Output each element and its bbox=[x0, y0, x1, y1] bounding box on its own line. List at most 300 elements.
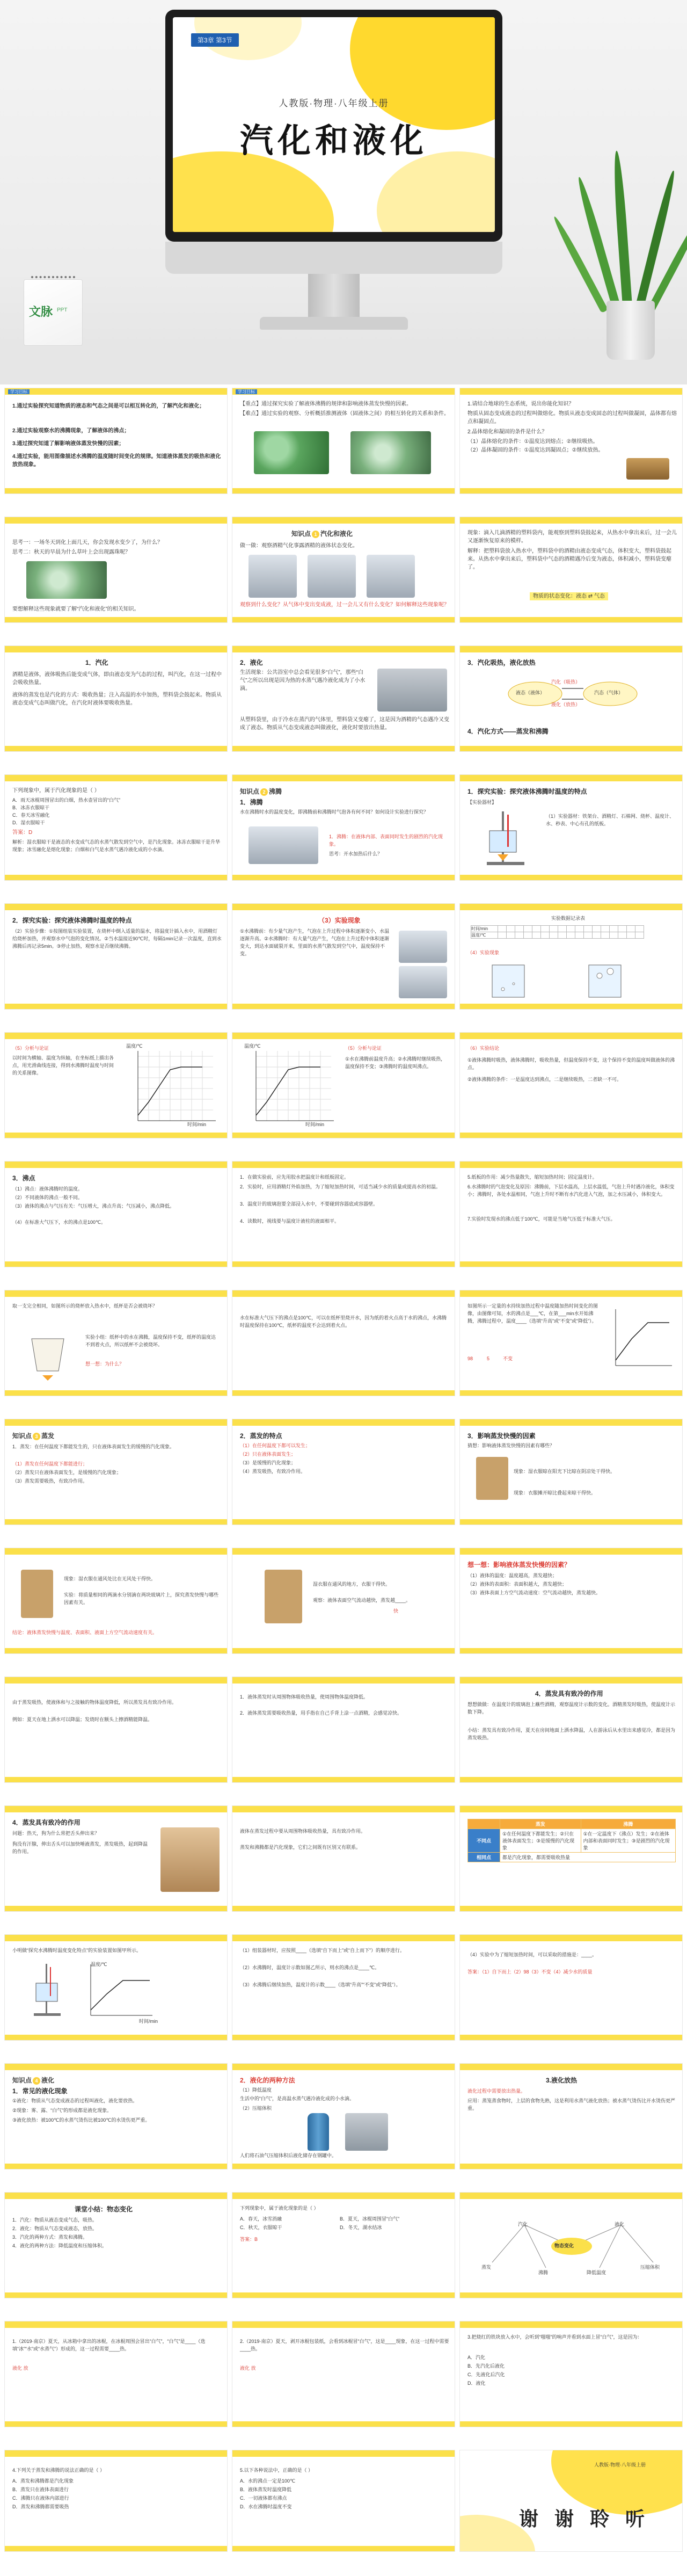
exercise-q4: （4）实验中为了缩短加热时间，可以采取的措施是：____。 bbox=[467, 1952, 597, 1957]
knowledge-point-heading bbox=[12, 1431, 54, 1440]
slide-objectives bbox=[4, 388, 228, 494]
summary-3: 3．汽化的两种方式：蒸发和沸腾。 bbox=[12, 2234, 88, 2240]
factor-observation-2: 现象：衣服摊开晾比叠起来晾干得快。 bbox=[514, 1490, 596, 1496]
explanation-text: 解释：把塑料袋放入热水中，塑料袋中的酒精由液态变成气态，体积变大，塑料袋鼓起来。从热水中拿出来后，塑料袋中气态的酒精遇冷后变为液态，体积减小，塑料袋变瘪了。 bbox=[467, 548, 671, 570]
data-table bbox=[471, 925, 644, 939]
quiz-question: 下列现象中，属于汽化现象的是（ ） bbox=[12, 788, 100, 794]
slide-paper-cup bbox=[4, 1290, 228, 1396]
top-bar bbox=[460, 2064, 682, 2070]
slide-think bbox=[4, 517, 228, 623]
heat-application: 应用：蒸笼蒸食物时，上层的食物先熟，这是利用水蒸气液化放热；被水蒸气烫伤比开水烫伤更严重。 bbox=[467, 2098, 676, 2111]
review-a3: （2）晶体凝固的条件：①温度达到凝固点；②继续放热。 bbox=[467, 447, 604, 453]
cooling-example: 例如：夏天在地上洒水可以降温；发烧时在额头上擦酒精能降温。 bbox=[12, 1717, 153, 1722]
exercise-q1: （1）组装器材时，应按照____（选填“自下而上”或“自上而下”）的顺序进行。 bbox=[240, 1948, 405, 1953]
review-q2: 2.晶体熔化和凝固的条件是什么？ bbox=[467, 429, 547, 435]
slide-heading: 1．沸腾 bbox=[240, 799, 263, 806]
mindmap-center: 物态变化 bbox=[554, 2243, 574, 2248]
top-bar bbox=[232, 517, 455, 524]
kp-number: 1 bbox=[312, 531, 319, 538]
top-bar bbox=[5, 1935, 227, 1941]
slide-evaporation-features bbox=[232, 1419, 455, 1525]
bottom-bar bbox=[232, 2164, 455, 2169]
slide-cooling-effect bbox=[459, 1677, 683, 1783]
monitor-stand bbox=[308, 274, 360, 317]
table-header: 时间/min bbox=[471, 926, 498, 932]
ventilation-experiment: 实验：将质量相同的两滴水分别滴在两块玻璃片上，探究蒸发快慢与哪些因素有关。 bbox=[64, 1592, 219, 1605]
slide-paper-cup-explain bbox=[232, 1290, 455, 1396]
mindmap-node: 沸腾 bbox=[538, 2270, 549, 2275]
table-header-evaporation: 蒸发 bbox=[500, 1819, 581, 1829]
paper-cup-think: 想一想：为什么？ bbox=[85, 1361, 125, 1367]
vaporize-arrow-label: 汽化（吸热） bbox=[551, 679, 581, 685]
slide-notes-2 bbox=[459, 1161, 683, 1267]
slide-liquefaction bbox=[232, 645, 455, 752]
bottom-bar bbox=[5, 746, 227, 751]
slide-mindmap bbox=[459, 2192, 683, 2298]
bottom-bar bbox=[5, 2035, 227, 2040]
table-corner bbox=[468, 1819, 500, 1829]
bottom-bar bbox=[232, 1906, 455, 1911]
feature-4: （4）蒸发吸热，有致冷作用。 bbox=[240, 1469, 306, 1474]
bottom-bar bbox=[460, 1261, 682, 1267]
slide-heading: 1．汽化 bbox=[85, 659, 108, 666]
slide-liquefaction-methods bbox=[232, 2063, 455, 2169]
top-bar bbox=[5, 1162, 227, 1168]
monitor-mockup bbox=[165, 10, 502, 334]
paper-cup-answer: 实验小组：纸杯中的水在沸腾，温度保持不变，纸杯的温度达不到着火点，所以纸杯不会被烧坏。 bbox=[85, 1334, 216, 1347]
mindmap-node: 汽化 bbox=[518, 2222, 528, 2227]
experiment-photo bbox=[367, 555, 415, 598]
slide-factor-summary bbox=[459, 1548, 683, 1654]
quiz-option-b: B．夏天，冰棍周围冒“白气” bbox=[340, 2216, 399, 2222]
top-bar bbox=[5, 2450, 227, 2457]
top-bar bbox=[232, 2450, 455, 2457]
slide-boiling-point bbox=[4, 1161, 228, 1267]
lighter-photo bbox=[345, 2113, 388, 2151]
top-bar bbox=[460, 1290, 682, 1297]
bottom-bar bbox=[232, 746, 455, 751]
exercise-intro: 小明做“探究水沸腾时温度变化特点”的实验装置如图甲所示。 bbox=[12, 1948, 141, 1953]
exercise-answer-1: 98 bbox=[467, 1356, 473, 1361]
brand-logo: 文脉 bbox=[29, 305, 53, 318]
evaporation-1: （1）蒸发在任何温度下都能进行； bbox=[12, 1461, 88, 1467]
experiment-photo bbox=[308, 555, 356, 598]
airflow-answer: 快 bbox=[393, 1608, 399, 1614]
quiz-answer: 答案：D bbox=[12, 830, 33, 836]
y-axis-label: 温度/℃ bbox=[244, 1043, 261, 1049]
steam-photo bbox=[377, 669, 447, 712]
cover-slide bbox=[0, 0, 687, 384]
slide-experiment-2 bbox=[4, 903, 228, 1010]
method-1: （1）降低温度 bbox=[240, 2087, 272, 2093]
equipment-list: （1）实验器材：铁架台、酒精灯、石棉网、烧杯、温度计、水、秒表、中心有孔的纸板。 bbox=[546, 814, 675, 826]
cooling-point-1: 1．液体蒸发时从周围物体吸收热量，使周围物体温度降低。 bbox=[240, 1694, 369, 1700]
summary-1: 1．汽化：物质从液态变成气态，吸热。 bbox=[12, 2217, 98, 2223]
exercise-answer-2: 5 bbox=[487, 1356, 490, 1361]
bottom-bar bbox=[5, 875, 227, 880]
knowledge-point-heading bbox=[291, 529, 353, 538]
bottom-bar bbox=[5, 1648, 227, 1653]
bottom-bar bbox=[232, 488, 455, 494]
cell-boiling-diff: ①在一定温度下（沸点）发生；②在液体内部和表面同时发生；③是剧烈的汽化现象 bbox=[581, 1829, 675, 1853]
top-bar bbox=[232, 1033, 455, 1039]
bottom-bar bbox=[232, 1004, 455, 1009]
thank-you-text: 谢 谢 聆 听 bbox=[519, 2508, 651, 2530]
review-a2: （1）晶体熔化的条件：①温度达到熔点；②继续吸热。 bbox=[467, 439, 598, 445]
pants-photo bbox=[265, 1570, 302, 1623]
slide-heading: （3）实验现象 bbox=[318, 917, 361, 924]
kp-title: 蒸发 bbox=[41, 1432, 55, 1440]
chapter-tag: 第3章 第3节 bbox=[191, 33, 239, 47]
top-bar bbox=[460, 1806, 682, 1812]
feature-3: （3）是缓慢的汽化现象； bbox=[240, 1460, 296, 1465]
exercise-q3: （3）水沸腾后继续加热，温度计的示数____（选填“升高”“不变”或“降低”）。 bbox=[240, 1982, 401, 1987]
bottom-bar bbox=[232, 2035, 455, 2040]
method-2-desc: 人们将石油气压缩体积后液化储存在钢罐中。 bbox=[240, 2153, 337, 2158]
kp-title: 沸腾 bbox=[269, 788, 282, 795]
top-bar bbox=[232, 1806, 455, 1812]
slide-heading: 2．蒸发的特点 bbox=[240, 1432, 282, 1440]
slide-heading: （5）分析与论证 bbox=[345, 1046, 382, 1051]
knowledge-point-heading bbox=[240, 787, 282, 796]
slide-heading: 1．探究实验：探究液体沸腾时温度的特点 bbox=[467, 788, 587, 795]
leaf bbox=[635, 170, 677, 307]
slide-kp4-liquefaction bbox=[4, 2063, 228, 2169]
row-label-differences: 不同点 bbox=[468, 1829, 500, 1853]
quiz-option-c: C．秋天，衣服晾干 bbox=[240, 2225, 282, 2230]
top-bar bbox=[5, 2064, 227, 2070]
slide-dog bbox=[4, 1805, 228, 1912]
top-bar bbox=[460, 1033, 682, 1039]
activity-text: 做一做：观察酒精气化事露酒精的液体状态变化。 bbox=[240, 543, 358, 549]
slide-heading: 2．液化的两种方法 bbox=[240, 2077, 295, 2084]
desk-calendar bbox=[24, 279, 83, 346]
bottom-bar bbox=[460, 1777, 682, 1782]
bottom-bar bbox=[460, 2421, 682, 2427]
top-bar bbox=[5, 1806, 227, 1812]
top-bar bbox=[5, 646, 227, 652]
slide-heading: 课堂小结：物态变化 bbox=[75, 2205, 133, 2213]
cooling-text: 由于蒸发吸热，使液体和与之接触的物体温度降低，所以蒸发具有致冷作用。 bbox=[12, 1700, 177, 1705]
top-bar bbox=[232, 2321, 455, 2328]
bottom-bar bbox=[5, 1777, 227, 1782]
slide-heading: 1．常见的液化现象 bbox=[12, 2087, 68, 2095]
section-tag: 学习目标 bbox=[236, 389, 257, 394]
state-change-highlight: 物质的状态变化：液态 ⇄ 气态 bbox=[530, 592, 608, 600]
slide-heading: 3．汽化吸热，液化放热 bbox=[467, 659, 536, 666]
dog-question: 问题：热天，狗为什么常把舌头伸出来？ bbox=[12, 1831, 100, 1836]
slide-exercise-setup bbox=[4, 1934, 228, 2041]
kp-title: 液化 bbox=[41, 2077, 55, 2084]
factor-2: （2）液体的表面积：表面积越大，蒸发越快； bbox=[467, 1581, 567, 1587]
top-bar bbox=[5, 517, 227, 524]
boiling-graph bbox=[122, 1046, 218, 1131]
slide-cooling-2 bbox=[232, 1677, 455, 1783]
liquefaction-example: 生活现象：公共浴室中总会看见很多“白气”，那些“白气”之所以出现是因为热的水蒸气遇冷液化成为了小水滴。 bbox=[240, 670, 366, 692]
top-bar bbox=[460, 388, 682, 395]
liquefaction-def: ①液化：物质从气态变成液态的过程叫液化，液化要放热。 bbox=[12, 2098, 138, 2103]
top-bar bbox=[5, 1033, 227, 1039]
boiling-question: 水在沸腾时水的温度变化，即沸腾前和沸腾时气泡各有何不同？如何设计实验进行探究？ bbox=[240, 809, 429, 815]
think-1: 思考一：一场冬天到化上面几天，你会发现水变少了，为什么？ bbox=[12, 540, 163, 546]
exercise-graph bbox=[85, 1962, 155, 2021]
book-image bbox=[626, 458, 669, 480]
bottom-bar bbox=[5, 1906, 227, 1911]
potted-plant bbox=[590, 140, 671, 365]
practice-option-b: B．液体蒸发时温度降低 bbox=[240, 2487, 292, 2492]
quiz-option-a: A．雨天冰棍周围冒出的白烟，热水壶冒出的“白气” bbox=[12, 797, 120, 803]
bottom-bar bbox=[460, 1004, 682, 1009]
comparison-table bbox=[467, 1819, 676, 1862]
apparatus-diagram bbox=[476, 809, 535, 868]
slide-heading: （6）实验结论 bbox=[467, 1046, 500, 1051]
dog-photo bbox=[160, 1827, 220, 1892]
exercise-answer-3: 不变 bbox=[503, 1356, 513, 1361]
subsection-label: （4）实验现象 bbox=[467, 950, 500, 955]
top-bar bbox=[232, 1290, 455, 1297]
monitor-screen bbox=[173, 17, 495, 232]
slide-analysis-1 bbox=[4, 1032, 228, 1138]
bottom-bar bbox=[232, 1261, 455, 1267]
top-bar bbox=[232, 775, 455, 781]
bottom-bar bbox=[5, 2292, 227, 2298]
difficulty-point: 【难点】通过实验的观察、分析概括推测液体（固液体之间）的相互转化的关系和条件。 bbox=[240, 411, 449, 417]
bottom-bar bbox=[460, 1390, 682, 1396]
slide-practice-5 bbox=[232, 2450, 455, 2552]
bottom-bar bbox=[5, 1519, 227, 1525]
phenomenon-text: 现象：滴入几滴酒精的塑料袋内，能观察到塑料袋鼓起来，从热水中拿出来后，过一会儿又逐渐恢复原来的模样。 bbox=[467, 530, 677, 544]
quiz-option-a: A．春天，冰雪消融 bbox=[240, 2216, 282, 2222]
slide-compare-intro bbox=[232, 1805, 455, 1912]
top-bar bbox=[460, 1677, 682, 1684]
kp-label: 知识点 bbox=[12, 2077, 32, 2084]
liquefaction-examples: ②现象：雾、露、“白气”的形成都是液化现象。 bbox=[12, 2108, 112, 2113]
bottom-bar bbox=[460, 875, 682, 880]
slide-exercise-answers bbox=[459, 1934, 683, 2041]
slide-heading: 2．液化 bbox=[240, 659, 263, 666]
pants-photo bbox=[476, 1457, 508, 1500]
conclusion-1: ①液体沸腾时吸热，液体沸腾时，吸收热量，但温度保持不变，这个保持不变的温度叫做液体的沸点。 bbox=[467, 1057, 675, 1070]
slide-heading: 4．蒸发具有致冷的作用 bbox=[12, 1819, 81, 1826]
bottom-bar bbox=[232, 2292, 455, 2298]
analysis-text: ①水在沸腾前温度升高；②水沸腾时继续吸热，温度保持不变；③沸腾时的温度叫沸点。 bbox=[345, 1056, 446, 1069]
bottom-bar bbox=[232, 1519, 455, 1525]
slide-conclusion bbox=[459, 1032, 683, 1138]
think-conclusion: 要想解释这些现象就要了解“汽化和液化”的相关知识。 bbox=[12, 606, 140, 612]
x-axis-label: 时间/min bbox=[305, 1122, 325, 1127]
top-bar bbox=[232, 1935, 455, 1941]
practice-option-a: A．蒸发和沸腾都是汽化现象 bbox=[12, 2478, 74, 2484]
liquefaction-heat: ③液化放热：被100℃的水蒸气烫伤比被100℃的水烫伤更严重。 bbox=[12, 2117, 150, 2123]
brand-logo-sub: PPT bbox=[57, 307, 68, 313]
note-5: 5.纸板的作用：减少热量散失，缩短加热时间；固定温度计。 bbox=[467, 1174, 597, 1180]
cooling-summary: 小结：蒸发具有致冷作用，夏天在房间地面上洒水降温，人在游泳后从水里出来感觉冷，都是因为蒸发吸热。 bbox=[467, 1728, 676, 1740]
y-axis-label: 温度/℃ bbox=[91, 1962, 107, 1967]
kp-number: 4 bbox=[33, 2077, 40, 2085]
objective-1: 1.通过实验探究知道物质的液态和气态之间是可以相互转化的，了解汽化和液化； bbox=[12, 403, 205, 409]
pants-photo bbox=[21, 1570, 53, 1618]
exercise-answers: 答案：（1）自下而上（2）98（3）不变（4）减少水的质量 bbox=[467, 1969, 593, 1975]
publisher-line: 人教版·物理·八年级上册 bbox=[279, 98, 389, 108]
mindmap-node: 降低温度 bbox=[587, 2270, 606, 2275]
cell-similarities: 都是汽化现象，都需要吸收热量 bbox=[500, 1853, 676, 1862]
slide-kp1-intro bbox=[232, 517, 455, 623]
closing-tag: 人教版·物理·八年级上册 bbox=[594, 2462, 646, 2468]
practice-question: 2.（2019·南京）夏天，剥开冰棍包装纸，会看到冰棍冒“白气”，这是____现象，在这一过程中需要____热。 bbox=[240, 2339, 449, 2352]
analysis-text: 以时间为横轴、温度为纵轴，在坐标纸上描出各点，用光滑曲线连接，得到水沸腾时温度与时间的关系图像。 bbox=[12, 1055, 114, 1076]
table-caption: 实验数据记录表 bbox=[551, 916, 586, 921]
bottom-bar bbox=[460, 2035, 682, 2040]
top-bar bbox=[5, 1419, 227, 1426]
top-bar bbox=[460, 775, 682, 781]
slide-practice-1 bbox=[4, 2321, 228, 2427]
top-bar bbox=[460, 646, 682, 652]
bottom-bar bbox=[5, 1390, 227, 1396]
plant-pot bbox=[606, 301, 655, 360]
airflow-question: 观察：液体表面空气流动越快，蒸发越____。 bbox=[313, 1598, 411, 1603]
procedure-text: （2）实验步骤：①按图组装实验装置，在烧杯中倒入适量的温水，将温度计插入水中，用酒精灯给烧杯加热，并观察水中气泡的变化情况。②当水温接近90℃时，每隔1min记录一次温度，直到水沸腾后再记录5min。③停止加热，观察水是否继续沸腾。 bbox=[12, 928, 222, 949]
boiling-graph bbox=[240, 1046, 337, 1131]
x-axis-label: 时间/min bbox=[139, 2019, 158, 2024]
yellow-blob bbox=[350, 17, 495, 130]
factor-1: （1）液体的温度：温度越高，蒸发越快； bbox=[467, 1573, 558, 1578]
bottom-bar bbox=[232, 1777, 455, 1782]
slide-data-table bbox=[459, 903, 683, 1010]
bottom-bar bbox=[5, 1004, 227, 1009]
boiling-photo bbox=[249, 826, 318, 864]
quiz-question: 下列现象中，属于液化现象的是（ ） bbox=[240, 2205, 319, 2211]
top-bar bbox=[5, 2193, 227, 2199]
feature-1: （1）在任何温度下都可以发生； bbox=[240, 1443, 311, 1448]
slide-subheading: 4．汽化方式——蒸发和沸腾 bbox=[467, 728, 549, 735]
objective-3: 3.通过探究知道了解影响液体蒸发快慢的因素； bbox=[12, 441, 125, 447]
bottom-bar bbox=[460, 1648, 682, 1653]
dew-leaf-photo bbox=[26, 561, 107, 599]
bp-line-2: （2）不同液体的沸点一般不同。 bbox=[12, 1195, 83, 1200]
summary-4: 4．液化的两种方法：降低温度和压缩体积。 bbox=[12, 2243, 107, 2248]
feature-2: （2）只在液体表面发生； bbox=[240, 1452, 296, 1457]
liquefaction-def: 从塑料袋里，由于冷水在蒸汽的气体里，塑料袋又变瘪了，这是因为酒精的气态遇冷又变成了液态。物质从气态变成液态叫做液化，液化时要放出热量。 bbox=[240, 717, 449, 731]
note-3: 3．温度计的玻璃泡要全部浸入水中，不要碰到容器底或容器壁。 bbox=[240, 1201, 378, 1207]
practice-option-d: D．水在沸腾时温度不变 bbox=[240, 2504, 292, 2509]
quiz-option-d: D．冬天，湖水结冰 bbox=[340, 2225, 382, 2230]
bp-line-4: （4）在标准大气压下，水的沸点是100℃。 bbox=[12, 1220, 106, 1225]
monitor-chin bbox=[165, 242, 502, 274]
summary-2: 2．液化：物质从气态变成液态，放热。 bbox=[12, 2226, 98, 2231]
top-bar bbox=[5, 1290, 227, 1297]
paper-cup-explanation: 水在标准大气压下的沸点是100℃，可以在纸杯里烧开水，因为纸的着火点高于水的沸点，水沸腾时温度保持在100℃，纸杯的温度不会达到着火点。 bbox=[240, 1315, 447, 1328]
observation-question: 观察到什么变化？从气体中变出变成液，过一会儿又有什么变化？如何解释这些现象呢？ bbox=[240, 602, 449, 608]
section-tag: 学习目标 bbox=[8, 389, 30, 394]
bottom-bar bbox=[5, 488, 227, 494]
practice-question: 5.以下各种说法中，正确的是（ ） bbox=[240, 2468, 313, 2473]
quiz-option-c: C．春天冰雪融化 bbox=[12, 812, 50, 818]
bottom-bar bbox=[5, 617, 227, 622]
slide-heading: 4．蒸发具有致冷的作用 bbox=[535, 1690, 603, 1697]
slide-airflow bbox=[232, 1548, 455, 1654]
bottom-bar bbox=[5, 1133, 227, 1138]
practice-answer: 液化 放 bbox=[240, 2365, 256, 2371]
bottom-bar bbox=[232, 617, 455, 622]
objective-2: 2.通过实验观察水的沸腾现象，了解液体的沸点； bbox=[12, 428, 130, 434]
cell-evaporation-diff: ①在任何温度下都能发生；②只在液体表面发生；③是缓慢的汽化现象 bbox=[500, 1829, 581, 1853]
slide-kp3-evaporation bbox=[4, 1419, 228, 1525]
slide-exercise-graph bbox=[459, 1290, 683, 1396]
bottom-bar bbox=[460, 1133, 682, 1138]
slide-thanks bbox=[459, 2450, 683, 2552]
exercise-text: 如图所示一定量的水持续加热过程中温度随加热时间变化的图像，由图像可知，水的沸点是___℃，在第___min水开始沸腾，沸腾过程中，温度____（选填“升高”或“不变”或“降低”）。 bbox=[467, 1303, 598, 1324]
top-bar bbox=[5, 388, 227, 395]
note-6: 6.水沸腾时的气泡变化及原因：沸腾前，下层水温高，上层水温低，气泡上升时遇冷液化，体积变小；沸腾时，各处水温相同，气泡上升时不断有水汽化进入气泡，加之水压减小，体积变大。 bbox=[467, 1184, 675, 1197]
note-1: 1．在做实验前，应先用胶水把温度计和纸板固定。 bbox=[240, 1174, 349, 1180]
slide-summary bbox=[4, 2192, 228, 2298]
paper-cup-question: 取一支完全相同，如图所示的烧杯放入热水中，纸杯是否会被烧坏？ bbox=[12, 1303, 158, 1309]
bottom-bar bbox=[232, 1648, 455, 1653]
note-2: 2．实验时，应用酒精灯外焰加热，为了缩短加热时间，可适当减少水的质量或提高水的初温。 bbox=[240, 1184, 441, 1189]
slide-heading: 3．沸点 bbox=[12, 1174, 35, 1182]
bottom-bar bbox=[460, 2292, 682, 2298]
slide-exercise-questions bbox=[232, 1934, 455, 2041]
bottom-bar bbox=[5, 2546, 227, 2551]
calendar-rings bbox=[31, 276, 75, 282]
practice-option-c: C．先液化后汽化 bbox=[467, 2372, 505, 2377]
slide-practice-4 bbox=[4, 2450, 228, 2552]
equipment-label: 【实验器材】 bbox=[467, 800, 497, 805]
gas-tank-photo bbox=[308, 2113, 329, 2151]
slide-evaporation-factors bbox=[459, 1419, 683, 1525]
slide-heading: 想一想：影响液体蒸发快慢的因素？ bbox=[467, 1561, 571, 1569]
y-axis-label: 温度/℃ bbox=[126, 1043, 143, 1049]
factor-guess: 猜想：影响液体蒸发快慢的因素有哪些？ bbox=[467, 1443, 555, 1448]
slide-notes-1 bbox=[232, 1161, 455, 1267]
bubble-photo bbox=[399, 966, 447, 998]
top-bar bbox=[460, 1162, 682, 1168]
cooling-activity: 想想做做：在温度计的玻璃泡上蘸些酒精，观察温度计示数的变化。酒精蒸发时吸热，使温度计示数下降。 bbox=[467, 1702, 676, 1715]
key-point: 【重点】通过探究实验了解液体沸腾的规律和影响液体蒸发快慢的因素。 bbox=[240, 401, 412, 407]
review-q1: 1.请结合地球的生态系统，说出你能化知识？ bbox=[467, 401, 574, 407]
bottom-bar bbox=[460, 746, 682, 751]
slide-phenomenon bbox=[459, 517, 683, 623]
practice-question: 1.（2019·南京）夏天，从冰箱中拿出的冰棍，在冰棍周围会冒出“白气”，“白气”是____（选填“冰”“水”或“水蒸气”）形成的，这一过程需要____热。 bbox=[12, 2339, 206, 2352]
top-bar bbox=[5, 775, 227, 781]
top-bar bbox=[460, 1419, 682, 1426]
top-bar bbox=[460, 517, 682, 524]
top-bar bbox=[460, 1548, 682, 1555]
slide-compare-table bbox=[459, 1805, 683, 1912]
practice-option-a: A．水的沸点一定是100℃ bbox=[240, 2478, 296, 2484]
boiling-def: 1．沸腾：在液体内部、表面同时发生的剧烈的汽化现象。 bbox=[329, 834, 443, 847]
bottom-bar bbox=[5, 2421, 227, 2427]
slide-heat-summary bbox=[459, 645, 683, 752]
note-4: 4．读数时，视线要与温度计液柱的液面相平。 bbox=[240, 1218, 340, 1224]
conclusion-2: ②液体沸腾的条件：一是温度达到沸点，二是继续吸热，二者缺一不可。 bbox=[467, 1077, 622, 1082]
slide-heading: 3．影响蒸发快慢的因素 bbox=[467, 1432, 536, 1440]
kp-label: 知识点 bbox=[291, 530, 311, 538]
slide-quiz-2 bbox=[232, 2192, 455, 2298]
top-bar bbox=[460, 1935, 682, 1941]
kp-title: 汽化和液化 bbox=[320, 530, 353, 538]
evaporation-2: （2）蒸发只在液体表面发生，是缓慢的汽化现象； bbox=[12, 1470, 122, 1475]
exercise-q2: （2）水沸腾时，温度计示数如图乙所示，则水的沸点是____℃。 bbox=[240, 1965, 380, 1970]
slide-experiment-1 bbox=[459, 774, 683, 881]
kp-label: 知识点 bbox=[240, 788, 260, 795]
practice-option-b: B．蒸发只在液体表面进行 bbox=[12, 2487, 69, 2492]
quiz-option-d: D．湿衣服晾干 bbox=[12, 820, 45, 825]
yellow-blob bbox=[377, 151, 495, 232]
bottom-bar bbox=[232, 875, 455, 880]
top-bar bbox=[460, 2193, 682, 2199]
experiment-photo bbox=[249, 555, 297, 598]
